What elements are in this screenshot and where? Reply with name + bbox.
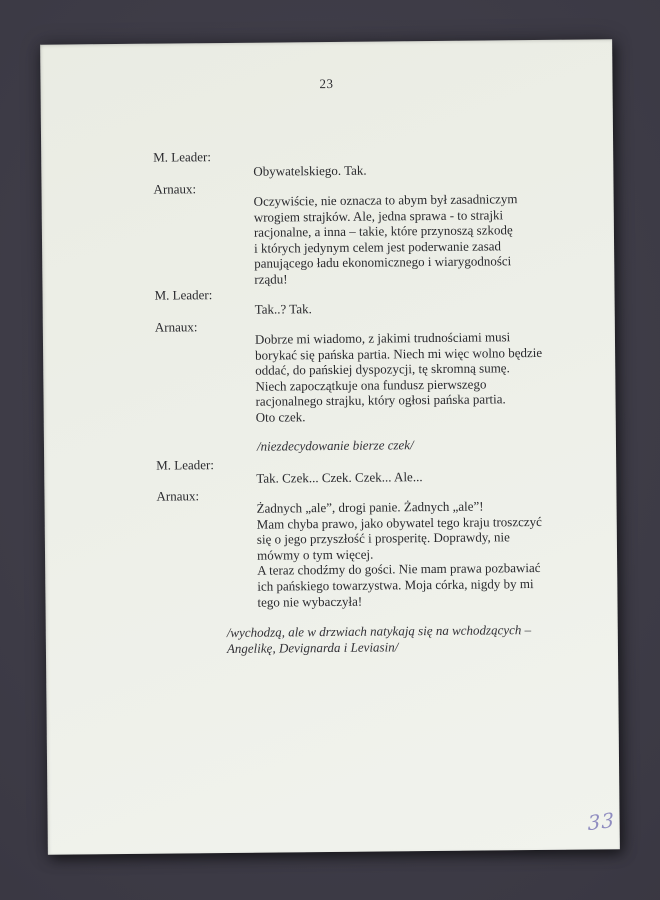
speaker-label: Arnaux: xyxy=(156,488,200,504)
dialogue-line: borykać się pańska partia. Niech mi więc wolno będzie xyxy=(255,344,543,363)
dialogue-line: panującego ładu ekonomicznego i wiarygodności xyxy=(254,253,512,272)
speaker-label: M. Leader: xyxy=(156,457,215,473)
dialogue-line: rządu! xyxy=(254,271,288,287)
document-page xyxy=(40,39,620,854)
stage-direction xyxy=(227,622,532,656)
speaker-label: M. Leader: xyxy=(153,149,212,165)
stage-direction: /niezdecydowanie bierze czek/ xyxy=(256,437,414,454)
dialogue-line: racjonalne, a inna – takie, które przynoszą szkodę xyxy=(253,222,513,240)
dialogue-block xyxy=(253,163,366,180)
dialogue-line: się o jego przyszłość i prosperitę. Doprawdy, nie xyxy=(256,529,510,547)
speaker-label: Arnaux: xyxy=(154,319,198,335)
dialogue-line: wrogiem strajków. Ale, jedna sprawa - to strajki xyxy=(253,206,504,225)
dialogue-block xyxy=(254,191,519,287)
dialogue-line: Żadnych „ale”, drogi panie. Żadnych „ale”! xyxy=(256,498,484,516)
speaker-label: Arnaux: xyxy=(153,181,197,197)
dialogue-line: racjonalnego strajku, który ogłosi pańska partia. xyxy=(255,391,506,410)
dialogue-line: Oczywiście, nie oznacza to abym był zasadniczym xyxy=(253,191,518,209)
dialogue-line: Tak..? Tak. xyxy=(254,301,312,317)
dialogue-line: Tak. Czek... Czek. Czek... Ale... xyxy=(256,469,423,486)
dialogue-line: Oto czek. xyxy=(255,409,306,425)
dialogue-line: Mam chyba prawo, jako obywatel tego kraju troszczyć xyxy=(256,513,542,532)
stage-direction-line: /wychodzą, ale w drzwiach natykają się na wchodzących – xyxy=(226,622,532,640)
dialogue-line: A teraz chodźmy do gości. Nie mam prawa pozbawiać xyxy=(257,560,541,579)
handwritten-page-number: 33 xyxy=(587,807,616,836)
dialogue-block xyxy=(257,498,543,610)
dialogue-block xyxy=(255,329,543,425)
dialogue-line: mówmy o tym więcej. xyxy=(256,546,374,563)
dialogue-line: Dobrze mi wiadomo, z jakimi trudnościami musi xyxy=(254,329,511,347)
dialogue-block xyxy=(256,469,422,486)
stage-direction-line: Angelikę, Devignarda i Leviasin/ xyxy=(226,638,399,656)
speaker-label: M. Leader: xyxy=(154,287,213,303)
dialogue-line: Niech zapoczątkuje ona fundusz pierwszego xyxy=(255,376,487,394)
dialogue-line: oddać, do pańskiej dyspozycji, tę skromną sumę. xyxy=(255,360,510,378)
dialogue-line: tego nie wybaczyła! xyxy=(257,593,363,610)
dialogue-line: Obywatelskiego. Tak. xyxy=(253,162,367,179)
dialogue-line: ich pańskiego towarzystwa. Moja córka, nigdy by mi xyxy=(257,576,534,594)
page-number: 23 xyxy=(319,75,334,92)
dialogue-block xyxy=(255,301,312,317)
dialogue-line: i których jedynym celem jest poderwanie zasad xyxy=(254,238,502,256)
